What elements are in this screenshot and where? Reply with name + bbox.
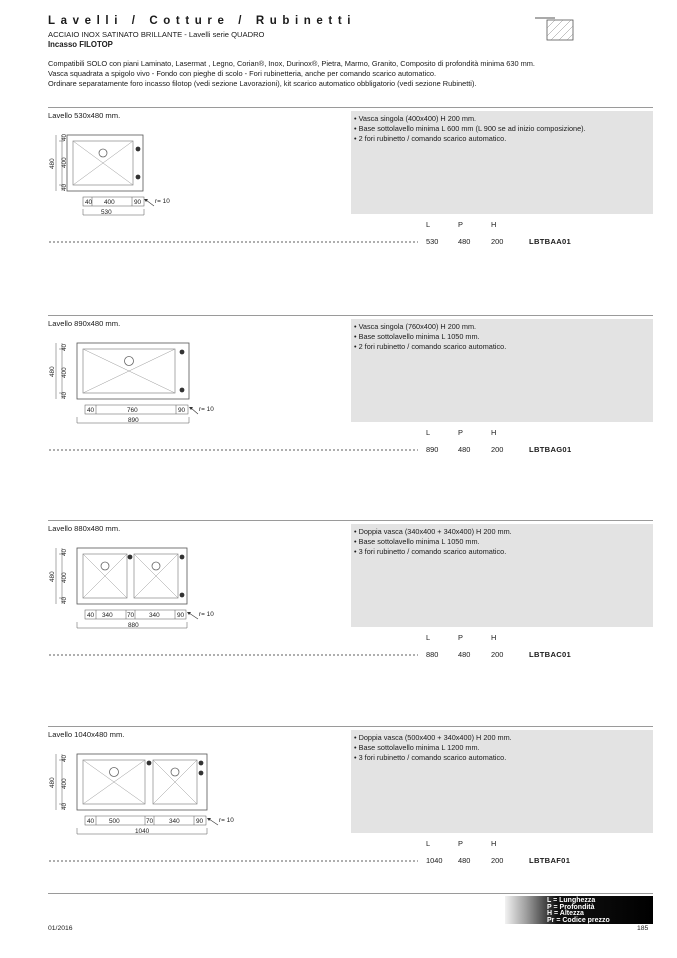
product-section: [48, 520, 653, 695]
column-header-p: P: [458, 633, 463, 642]
brand-logo-icon: [535, 15, 575, 41]
description-bullet: • Doppia vasca (500x400 + 340x400) H 200 mm.: [354, 733, 653, 743]
dim-label: 40: [61, 133, 68, 141]
dot-leader: [48, 241, 418, 243]
product-code: LBTBAA01: [529, 237, 572, 246]
sink-title: Lavello 530x480 mm.: [48, 111, 121, 120]
page-number: 185: [637, 925, 649, 932]
legend-item: P = Profondità: [547, 904, 595, 911]
value-h: 200: [491, 856, 504, 865]
value-l: 530: [426, 237, 439, 246]
value-p: 480: [458, 650, 471, 659]
dim-label: 40: [85, 199, 93, 206]
dim-label: 40: [61, 754, 68, 762]
column-header-p: P: [458, 839, 463, 848]
dim-label: 400: [61, 572, 68, 583]
sink-technical-drawing: [48, 121, 338, 231]
section-divider: [48, 726, 653, 727]
dim-label: 480: [49, 777, 56, 788]
intro-line: Vasca squadrata a spigolo vivo - Fondo con pieghe di scolo - Fori rubinetteria, anche per comando scarico automatico.: [48, 69, 437, 79]
dim-label: 90: [196, 818, 204, 825]
value-h: 200: [491, 445, 504, 454]
description-bullet: • 2 fori rubinetto / comando scarico automatico.: [354, 134, 653, 144]
footer-date: 01/2016: [48, 925, 73, 932]
dim-label: 70: [127, 612, 135, 619]
description-bullet: • 2 fori rubinetto / comando scarico automatico.: [354, 342, 653, 352]
product-code: LBTBAF01: [529, 856, 571, 865]
description-bullet: • 3 fori rubinetto / comando scarico automatico.: [354, 753, 653, 763]
radius-label: r= 10: [199, 406, 214, 413]
dim-label: 40: [87, 818, 95, 825]
legend-item: H = Altezza: [547, 910, 584, 917]
description-bullet: • Base sottolavello minima L 1200 mm.: [354, 743, 653, 753]
dim-label: 480: [49, 366, 56, 377]
value-h: 200: [491, 237, 504, 246]
description-bullet: • Vasca singola (400x400) H 200 mm.: [354, 114, 653, 124]
dim-label: 340: [149, 612, 160, 619]
dim-label: 340: [102, 612, 113, 619]
dim-label: 40: [87, 407, 95, 414]
value-h: 200: [491, 650, 504, 659]
dim-label: 400: [61, 367, 68, 378]
sink-technical-drawing: [48, 740, 338, 850]
dim-label: 500: [109, 818, 120, 825]
page-title: Lavelli / Cotture / Rubinetti: [48, 15, 357, 27]
dim-label: 90: [177, 612, 185, 619]
dim-label: 40: [61, 596, 68, 604]
sink-technical-drawing: [48, 534, 338, 644]
description-box: [351, 524, 653, 627]
sink-title: Lavello 890x480 mm.: [48, 319, 121, 328]
dim-label: 40: [61, 343, 68, 351]
dot-leader: [48, 654, 418, 656]
column-header-l: L: [426, 428, 431, 437]
description-bullet: • Base sottolavello minima L 600 mm (L 900 se ad inizio composizione).: [354, 124, 653, 134]
footer-divider: [48, 893, 653, 894]
page-subtitle-bold: Incasso FILOTOP: [48, 40, 113, 49]
product-code: LBTBAG01: [529, 445, 572, 454]
column-header-h: H: [491, 633, 497, 642]
description-bullet: • Base sottolavello minima L 1050 mm.: [354, 332, 653, 342]
dim-label: 40: [61, 548, 68, 556]
radius-label: r= 10: [219, 817, 234, 824]
sink-title: Lavello 1040x480 mm.: [48, 730, 125, 739]
sink-technical-drawing: [48, 329, 338, 439]
column-header-p: P: [458, 220, 463, 229]
page-subtitle: ACCIAIO INOX SATINATO BRILLANTE - Lavelli serie QUADRO: [48, 30, 265, 39]
product-section: [48, 315, 653, 490]
column-header-l: L: [426, 839, 431, 848]
dot-leader: [48, 860, 418, 862]
dim-label: 400: [61, 157, 68, 168]
dim-label: 890: [128, 417, 139, 424]
intro-line: Ordinare separatamente foro incasso filotop (vedi sezione Lavorazioni), kit scarico automatico obbligatorio (vedi sezione Rubinetti).: [48, 79, 477, 89]
dim-label: 340: [169, 818, 180, 825]
dim-label: 90: [178, 407, 186, 414]
dim-label: 70: [146, 818, 154, 825]
column-header-l: L: [426, 220, 431, 229]
intro-line: Compatibili SOLO con piani Laminato, Lasermat , Legno, Corian®, Inox, Durinox®, Pietra, Marmo, Granito, Composito di profondità minima 630 mm.: [48, 59, 535, 68]
value-l: 1040: [426, 856, 443, 865]
column-header-h: H: [491, 428, 497, 437]
legend-item: L = Lunghezza: [547, 897, 596, 904]
dim-label: 40: [61, 802, 68, 810]
value-p: 480: [458, 856, 471, 865]
radius-label: r= 10: [155, 198, 170, 205]
value-p: 480: [458, 237, 471, 246]
description-box: [351, 111, 653, 214]
dim-label: 90: [134, 199, 142, 206]
dim-label: 40: [61, 391, 68, 399]
section-divider: [48, 520, 653, 521]
column-header-h: H: [491, 220, 497, 229]
dim-label: 40: [87, 612, 95, 619]
sink-title: Lavello 880x480 mm.: [48, 524, 121, 533]
section-divider: [48, 107, 653, 108]
value-p: 480: [458, 445, 471, 454]
description-bullet: • Vasca singola (760x400) H 200 mm.: [354, 322, 653, 332]
description-box: [351, 730, 653, 833]
dim-label: 530: [101, 209, 112, 216]
description-bullet: • 3 fori rubinetto / comando scarico automatico.: [354, 547, 653, 557]
description-bullet: • Doppia vasca (340x400 + 340x400) H 200 mm.: [354, 527, 653, 537]
product-section: [48, 726, 653, 901]
dim-label: 760: [127, 407, 138, 414]
description-box: [351, 319, 653, 422]
dim-label: 480: [49, 571, 56, 582]
column-header-h: H: [491, 839, 497, 848]
legend-box: [505, 896, 653, 924]
column-header-l: L: [426, 633, 431, 642]
dim-label: 40: [61, 183, 68, 191]
value-l: 880: [426, 650, 439, 659]
radius-label: r= 10: [199, 611, 214, 618]
value-l: 890: [426, 445, 439, 454]
legend-item: Pr = Codice prezzo: [547, 917, 610, 924]
dim-label: 880: [128, 622, 139, 629]
column-header-p: P: [458, 428, 463, 437]
dim-label: 400: [61, 778, 68, 789]
dim-label: 1040: [135, 828, 150, 835]
product-section: [48, 107, 653, 282]
dim-label: 400: [104, 199, 115, 206]
description-bullet: • Base sottolavello minima L 1050 mm.: [354, 537, 653, 547]
section-divider: [48, 315, 653, 316]
intro-text: [48, 59, 535, 90]
dot-leader: [48, 449, 418, 451]
product-code: LBTBAC01: [529, 650, 572, 659]
dim-label: 480: [49, 158, 56, 169]
